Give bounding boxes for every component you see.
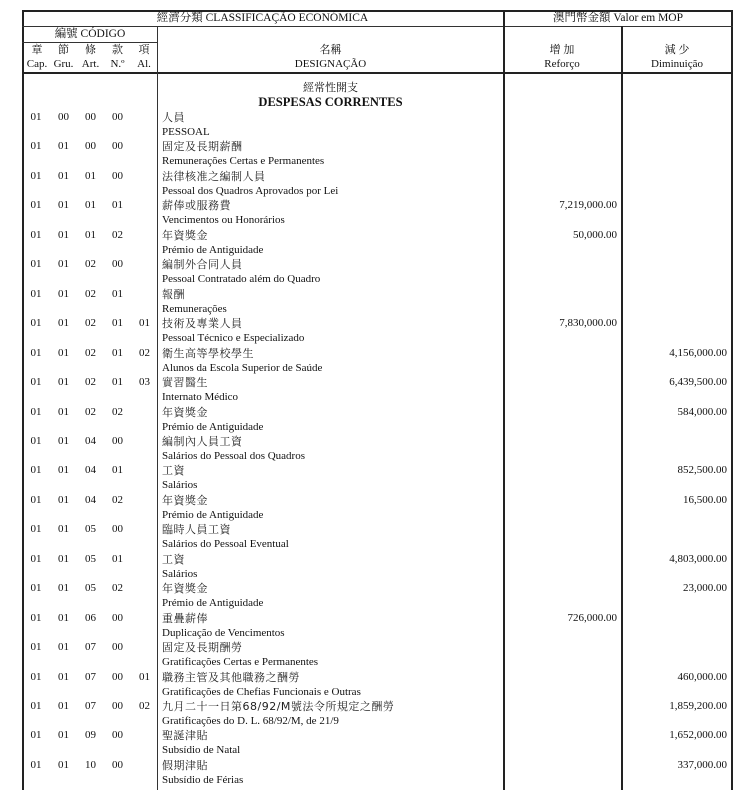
row-designation bbox=[162, 493, 502, 523]
code-art: 01 bbox=[85, 169, 96, 182]
code-num: 00 bbox=[112, 729, 123, 742]
code-header: 編號 CÓDIGO bbox=[54, 28, 126, 40]
code-cap: 01 bbox=[30, 169, 42, 182]
code-al bbox=[131, 198, 158, 213]
code-gru: 01 bbox=[58, 199, 69, 212]
code-columns-pt bbox=[24, 57, 157, 71]
code-cap: 01 bbox=[30, 405, 42, 418]
code-al bbox=[131, 552, 158, 567]
row-designation bbox=[162, 758, 502, 788]
designation-pt: Alunos da Escola Superior de Saúde bbox=[162, 361, 323, 374]
designation-zh: 法律核准之編制人員 bbox=[162, 169, 266, 183]
designation-zh: 聖誕津貼 bbox=[162, 729, 208, 743]
code-cap: 01 bbox=[30, 552, 42, 565]
code-art: 07 bbox=[85, 641, 96, 654]
designation-zh: 假期津貼 bbox=[162, 758, 208, 772]
code-cap: 01 bbox=[30, 258, 42, 271]
designation-pt: Salários do Pessoal Eventual bbox=[162, 538, 289, 551]
row-codes bbox=[22, 346, 158, 361]
code-gru: 01 bbox=[58, 405, 69, 418]
table-row bbox=[22, 434, 733, 464]
row-codes bbox=[22, 434, 158, 449]
code-al bbox=[131, 228, 158, 243]
row-designation bbox=[162, 728, 502, 758]
code-cap: 01 bbox=[30, 199, 42, 212]
diminuicao-header-zh: 減 少 bbox=[664, 44, 690, 56]
diminuicao-amount: 1,652,000.00 bbox=[669, 729, 727, 742]
code-al bbox=[131, 110, 158, 125]
code-al bbox=[131, 611, 158, 626]
table-row bbox=[22, 581, 733, 611]
table-row bbox=[22, 405, 733, 435]
code-art: 09 bbox=[85, 729, 96, 742]
code-num: 00 bbox=[112, 758, 123, 771]
diminuicao-amount: 4,156,000.00 bbox=[669, 346, 727, 359]
table-row bbox=[22, 611, 733, 641]
code-col-num-pt: N.º bbox=[110, 58, 125, 70]
code-num: 01 bbox=[112, 376, 123, 389]
code-num: 00 bbox=[112, 258, 123, 271]
designation-pt: Gratificações do D. L. 68/92/M, de 21/9 bbox=[162, 715, 339, 727]
designation-pt: Duplicação de Vencimentos bbox=[162, 626, 285, 639]
code-art: 02 bbox=[85, 405, 96, 418]
code-art: 01 bbox=[85, 228, 96, 241]
code-al bbox=[131, 493, 158, 508]
designation-pt: Prémio de Antiguidade bbox=[162, 597, 264, 610]
code-num: 00 bbox=[112, 169, 123, 182]
row-designation bbox=[162, 611, 502, 641]
code-art: 02 bbox=[85, 258, 96, 271]
code-art: 07 bbox=[85, 670, 96, 683]
row-codes bbox=[22, 699, 158, 714]
table-row bbox=[22, 640, 733, 670]
code-al bbox=[131, 463, 158, 478]
code-num: 02 bbox=[112, 405, 123, 418]
table-row bbox=[22, 169, 733, 199]
code-art: 05 bbox=[85, 582, 96, 595]
code-al bbox=[131, 169, 158, 184]
designation-pt: Vencimentos ou Honorários bbox=[162, 214, 285, 227]
code-art: 04 bbox=[85, 464, 96, 477]
designation-zh: 年資獎金 bbox=[162, 582, 208, 596]
code-num: 00 bbox=[112, 140, 123, 153]
code-gru: 01 bbox=[58, 582, 69, 595]
header-divider-value bbox=[503, 26, 733, 27]
table-row bbox=[22, 670, 733, 700]
designation-zh: 職務主管及其他職務之酬勞 bbox=[162, 670, 300, 684]
designation-pt: Pessoal dos Quadros Aprovados por Lei bbox=[162, 184, 339, 197]
code-cap: 01 bbox=[30, 493, 42, 506]
designation-pt: Pessoal Contratado além do Quadro bbox=[162, 273, 321, 286]
row-codes bbox=[22, 581, 158, 596]
row-designation bbox=[162, 670, 502, 700]
budget-table bbox=[22, 10, 733, 790]
row-designation bbox=[162, 228, 502, 258]
row-designation bbox=[162, 640, 502, 670]
code-art: 00 bbox=[85, 111, 96, 123]
row-codes bbox=[22, 287, 158, 302]
designation-zh: 編制外合同人員 bbox=[162, 258, 243, 272]
designation-zh: 衛生高等學校學生 bbox=[162, 346, 254, 360]
designation-zh: 年資獎金 bbox=[162, 405, 208, 419]
row-designation bbox=[162, 346, 502, 376]
designation-pt: Prémio de Antiguidade bbox=[162, 243, 264, 256]
designation-header-pt: DESIGNAÇÃO bbox=[294, 58, 367, 70]
code-gru: 01 bbox=[58, 729, 69, 742]
diminuicao-amount: 16,500.00 bbox=[683, 493, 727, 506]
table-row bbox=[22, 463, 733, 493]
row-codes bbox=[22, 640, 158, 655]
designation-pt: Gratificações de Chefias Funcionais e Outras bbox=[162, 685, 361, 698]
code-num: 00 bbox=[112, 611, 123, 624]
table-row bbox=[22, 699, 733, 729]
designation-pt: Internato Médico bbox=[162, 391, 239, 404]
row-codes bbox=[22, 139, 158, 154]
code-gru: 01 bbox=[58, 169, 69, 182]
code-num: 02 bbox=[112, 228, 123, 241]
table-row bbox=[22, 522, 733, 552]
designation-zh: 重疊薪俸 bbox=[162, 611, 208, 625]
diminuicao-amount: 23,000.00 bbox=[683, 582, 727, 595]
code-cap: 01 bbox=[30, 700, 42, 712]
code-gru: 01 bbox=[58, 552, 69, 565]
header-bottom-border bbox=[22, 72, 733, 74]
code-art: 02 bbox=[85, 317, 96, 330]
code-art: 05 bbox=[85, 552, 96, 565]
code-cap: 01 bbox=[30, 228, 42, 241]
row-codes bbox=[22, 316, 158, 331]
table-row bbox=[22, 552, 733, 582]
code-al bbox=[131, 434, 158, 449]
diminuicao-amount: 460,000.00 bbox=[677, 670, 727, 683]
designation-zh: 臨時人員工資 bbox=[162, 523, 231, 537]
code-num: 01 bbox=[112, 346, 123, 359]
reforco-amount: 7,830,000.00 bbox=[559, 317, 617, 330]
code-cap: 01 bbox=[30, 523, 42, 536]
table-row bbox=[22, 728, 733, 758]
table-row bbox=[22, 493, 733, 523]
code-al bbox=[131, 405, 158, 420]
table-row bbox=[22, 346, 733, 376]
code-al: 01 bbox=[139, 670, 150, 683]
code-num: 01 bbox=[112, 317, 123, 330]
section-title bbox=[158, 81, 503, 109]
row-designation bbox=[162, 552, 502, 582]
designation-pt: Pessoal Técnico e Especializado bbox=[162, 332, 305, 345]
code-col-cap-pt: Cap. bbox=[26, 58, 48, 70]
diminuicao-amount: 6,439,500.00 bbox=[669, 376, 727, 389]
code-gru: 01 bbox=[58, 287, 69, 300]
diminuicao-amount: 337,000.00 bbox=[677, 758, 727, 771]
code-gru: 01 bbox=[58, 434, 69, 447]
code-gru: 01 bbox=[58, 493, 69, 506]
row-codes bbox=[22, 228, 158, 243]
row-codes bbox=[22, 493, 158, 508]
code-al: 02 bbox=[139, 346, 150, 359]
code-num: 02 bbox=[112, 493, 123, 506]
code-art: 00 bbox=[85, 140, 96, 153]
code-cap: 01 bbox=[30, 346, 42, 359]
code-num: 00 bbox=[112, 670, 123, 683]
reforco-amount: 726,000.00 bbox=[567, 611, 617, 624]
code-cap: 01 bbox=[30, 670, 42, 683]
code-gru: 01 bbox=[58, 611, 69, 624]
code-gru: 01 bbox=[58, 758, 69, 771]
code-al: 02 bbox=[139, 700, 150, 712]
code-num: 01 bbox=[112, 464, 123, 477]
code-col-gru-zh: 節 bbox=[58, 44, 69, 56]
row-codes bbox=[22, 670, 158, 685]
code-cap: 01 bbox=[30, 582, 42, 595]
code-col-art-zh: 條 bbox=[85, 44, 96, 56]
code-num: 00 bbox=[112, 641, 123, 654]
designation-header-zh: 名稱 bbox=[319, 44, 342, 56]
section-title-zh: 經常性開支 bbox=[303, 81, 358, 94]
code-cap: 01 bbox=[30, 317, 42, 330]
code-gru: 01 bbox=[58, 346, 69, 359]
row-designation bbox=[162, 169, 502, 199]
designation-pt: Subsídio de Férias bbox=[162, 773, 244, 786]
designation-zh: 固定及長期酬勞 bbox=[162, 641, 243, 655]
designation-pt: Prémio de Antiguidade bbox=[162, 508, 264, 521]
diminuicao-amount: 1,859,200.00 bbox=[669, 700, 727, 712]
code-cap: 01 bbox=[30, 376, 42, 389]
code-al bbox=[131, 758, 158, 773]
designation-pt: Subsídio de Natal bbox=[162, 744, 241, 757]
designation-zh: 技術及專業人員 bbox=[162, 317, 243, 331]
code-al: 01 bbox=[139, 317, 150, 330]
code-gru: 01 bbox=[58, 258, 69, 271]
designation-zh: 編制內人員工資 bbox=[162, 434, 243, 448]
code-num: 01 bbox=[112, 552, 123, 565]
code-art: 07 bbox=[85, 700, 96, 712]
table-row bbox=[22, 375, 733, 405]
code-columns-zh bbox=[24, 43, 157, 57]
code-art: 06 bbox=[85, 611, 96, 624]
row-designation bbox=[162, 316, 502, 346]
table-row bbox=[22, 139, 733, 169]
row-codes bbox=[22, 728, 158, 743]
code-art: 05 bbox=[85, 523, 96, 536]
reforco-header-pt: Reforço bbox=[544, 58, 580, 70]
code-gru: 01 bbox=[58, 140, 69, 153]
row-designation bbox=[162, 581, 502, 611]
table-row bbox=[22, 287, 733, 317]
code-num: 02 bbox=[112, 582, 123, 595]
row-codes bbox=[22, 110, 158, 125]
designation-pt: Prémio de Antiguidade bbox=[162, 420, 264, 433]
designation-zh: 工資 bbox=[162, 552, 185, 566]
row-designation bbox=[162, 522, 502, 552]
code-num: 01 bbox=[112, 287, 123, 300]
designation-zh: 人員 bbox=[162, 111, 185, 124]
value-header: 澳門幣金額 Valor em MOP bbox=[552, 12, 683, 24]
row-designation bbox=[162, 198, 502, 228]
code-art: 10 bbox=[85, 758, 96, 771]
designation-zh: 報酬 bbox=[162, 287, 185, 301]
row-designation bbox=[162, 287, 502, 317]
row-codes bbox=[22, 758, 158, 773]
code-art: 01 bbox=[85, 199, 96, 212]
code-art: 02 bbox=[85, 287, 96, 300]
section-title-pt: DESPESAS CORRENTES bbox=[258, 95, 403, 109]
code-col-art-pt: Art. bbox=[81, 58, 100, 70]
table-row bbox=[22, 316, 733, 346]
code-al bbox=[131, 257, 158, 272]
diminuicao-header-pt: Diminuição bbox=[651, 58, 703, 70]
row-designation bbox=[162, 139, 502, 169]
code-cap: 01 bbox=[30, 729, 42, 742]
code-art: 02 bbox=[85, 346, 96, 359]
designation-zh: 年資獎金 bbox=[162, 493, 208, 507]
designation-zh: 九月二十一日第68/92/M號法令所規定之酬勞 bbox=[162, 700, 395, 713]
code-gru: 01 bbox=[58, 523, 69, 536]
row-codes bbox=[22, 405, 158, 420]
row-designation bbox=[162, 257, 502, 287]
code-col-num-zh: 款 bbox=[112, 44, 123, 56]
code-cap: 01 bbox=[30, 641, 42, 654]
code-cap: 01 bbox=[30, 287, 42, 300]
diminuicao-amount: 852,500.00 bbox=[677, 464, 727, 477]
designation-pt: Salários bbox=[162, 479, 198, 492]
table-row bbox=[22, 758, 733, 788]
row-codes bbox=[22, 257, 158, 272]
designation-pt: Gratificações Certas e Permanentes bbox=[162, 656, 319, 669]
diminuicao-amount: 4,803,000.00 bbox=[669, 552, 727, 565]
row-designation bbox=[162, 375, 502, 405]
row-codes bbox=[22, 522, 158, 537]
reforco-amount: 50,000.00 bbox=[573, 228, 617, 241]
code-cap: 01 bbox=[30, 140, 42, 153]
code-num: 01 bbox=[112, 199, 123, 212]
code-al bbox=[131, 287, 158, 302]
code-num: 00 bbox=[112, 700, 123, 712]
classification-header: 經濟分類 CLASSIFICAÇÃO ECONÓMICA bbox=[156, 12, 369, 24]
code-gru: 01 bbox=[58, 670, 69, 683]
code-col-al-zh: 項 bbox=[138, 44, 150, 56]
code-al bbox=[131, 522, 158, 537]
code-gru: 01 bbox=[58, 700, 69, 712]
code-col-gru-pt: Gru. bbox=[53, 58, 74, 70]
designation-pt: Salários bbox=[162, 567, 198, 580]
code-cap: 01 bbox=[30, 111, 42, 123]
row-codes bbox=[22, 198, 158, 213]
code-art: 02 bbox=[85, 376, 96, 389]
reforco-amount: 7,219,000.00 bbox=[559, 199, 617, 212]
code-gru: 00 bbox=[58, 111, 69, 123]
diminuicao-amount: 584,000.00 bbox=[677, 405, 727, 418]
code-al bbox=[131, 581, 158, 596]
designation-zh: 實習醫生 bbox=[162, 376, 208, 390]
code-art: 04 bbox=[85, 434, 96, 447]
row-codes bbox=[22, 611, 158, 626]
designation-zh: 固定及長期薪酬 bbox=[162, 140, 243, 154]
row-codes bbox=[22, 463, 158, 478]
code-gru: 01 bbox=[58, 317, 69, 330]
row-codes bbox=[22, 552, 158, 567]
code-cap: 01 bbox=[30, 464, 42, 477]
code-col-cap-zh: 章 bbox=[31, 44, 43, 56]
code-num: 00 bbox=[112, 111, 123, 123]
row-codes bbox=[22, 375, 158, 390]
row-designation bbox=[162, 699, 502, 729]
code-gru: 01 bbox=[58, 376, 69, 389]
designation-zh: 年資獎金 bbox=[162, 228, 208, 242]
code-cap: 01 bbox=[30, 611, 42, 624]
row-codes bbox=[22, 169, 158, 184]
code-num: 00 bbox=[112, 434, 123, 447]
code-al bbox=[131, 139, 158, 154]
designation-pt: Remunerações Certas e Permanentes bbox=[162, 155, 325, 168]
table-row bbox=[22, 257, 733, 287]
row-designation bbox=[162, 110, 502, 140]
code-al bbox=[131, 728, 158, 743]
row-designation bbox=[162, 463, 502, 493]
designation-pt: Salários do Pessoal dos Quadros bbox=[162, 449, 305, 462]
table-row bbox=[22, 110, 733, 140]
code-col-al-pt: Al. bbox=[137, 58, 151, 70]
code-al bbox=[131, 640, 158, 655]
code-gru: 01 bbox=[58, 641, 69, 654]
code-cap: 01 bbox=[30, 758, 42, 771]
code-cap: 01 bbox=[30, 434, 42, 447]
code-num: 00 bbox=[112, 523, 123, 536]
reforco-header-zh: 增 加 bbox=[549, 44, 575, 56]
code-al: 03 bbox=[139, 376, 150, 389]
code-gru: 01 bbox=[58, 228, 69, 241]
row-designation bbox=[162, 405, 502, 435]
designation-zh: 薪俸或服務費 bbox=[162, 199, 231, 213]
table-row bbox=[22, 198, 733, 228]
code-art: 04 bbox=[85, 493, 96, 506]
code-gru: 01 bbox=[58, 464, 69, 477]
designation-pt: PESSOAL bbox=[162, 126, 210, 138]
table-row bbox=[22, 228, 733, 258]
designation-zh: 工資 bbox=[162, 464, 185, 478]
row-designation bbox=[162, 434, 502, 464]
designation-pt: Remunerações bbox=[162, 302, 227, 315]
